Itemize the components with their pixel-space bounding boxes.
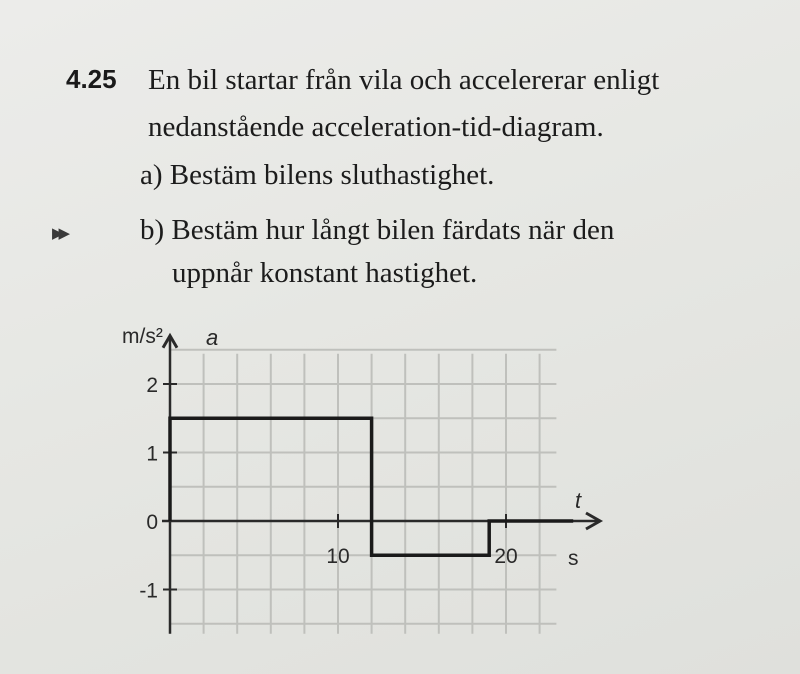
y-tick-label: 1 <box>146 442 158 466</box>
problem-number: 4.25 <box>66 64 117 94</box>
chart-ticks <box>139 374 517 603</box>
difficulty-marker-icon: ▶▶ <box>52 224 66 242</box>
x-tick-label: 20 <box>494 545 518 568</box>
x-axis-label: t <box>575 488 582 513</box>
y-tick-label: -1 <box>139 579 158 603</box>
question-b-line-2: uppnår konstant hastighet. <box>172 257 478 289</box>
x-axis-unit: s <box>568 547 579 570</box>
chart-grid <box>170 350 556 634</box>
question-b-line-1: b) Bestäm hur långt bilen färdats när den <box>140 214 615 246</box>
y-tick-label: 2 <box>146 374 158 397</box>
y-axis-label: a <box>206 325 219 350</box>
problem-text-line-2: nedanstående acceleration-tid-diagram. <box>148 111 604 143</box>
x-tick-label: 10 <box>326 545 350 568</box>
y-tick-label: 0 <box>146 511 158 534</box>
question-a: a) Bestäm bilens sluthastighet. <box>140 159 495 191</box>
problem-text-line-1: En bil startar från vila och accelererar enligt <box>148 64 660 96</box>
y-axis-unit: m/s² <box>122 325 163 348</box>
